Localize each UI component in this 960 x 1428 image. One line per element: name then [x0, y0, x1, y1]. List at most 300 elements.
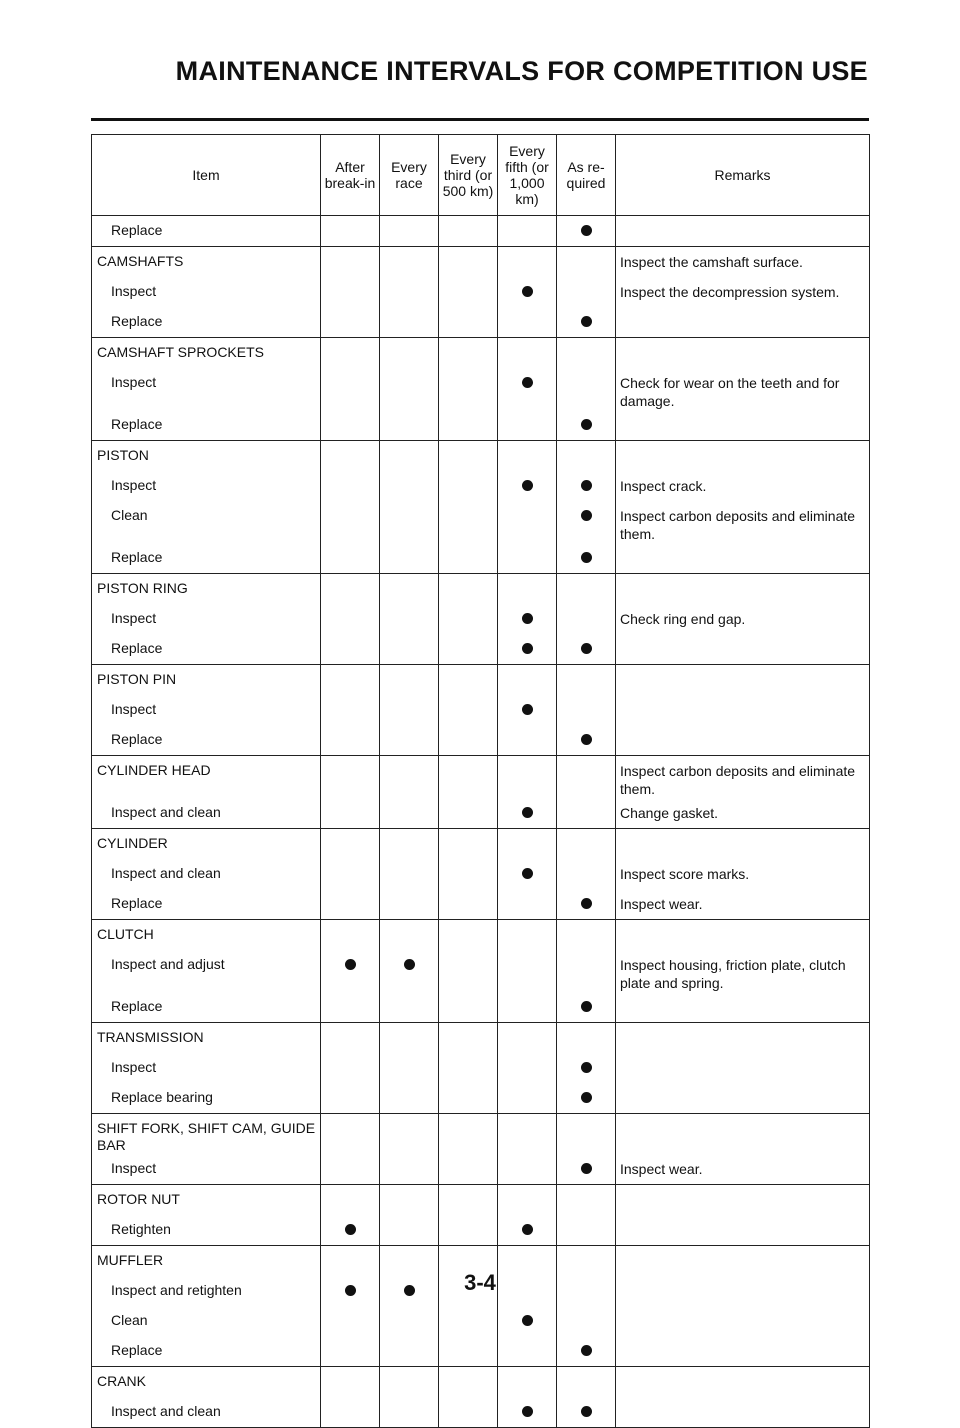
remark-cell: Inspect carbon deposits and eliminate them.	[616, 501, 870, 543]
task-label: Inspect and retighten	[111, 1282, 242, 1298]
interval-cell	[498, 1083, 557, 1114]
table-row	[92, 665, 870, 696]
interval-cell	[380, 471, 439, 501]
interval-cell	[439, 950, 498, 992]
interval-cell	[380, 604, 439, 634]
interval-cell	[380, 829, 439, 860]
interval-cell	[439, 634, 498, 665]
interval-cell	[321, 501, 380, 543]
interval-cell	[321, 634, 380, 665]
interval-cell	[557, 829, 616, 860]
task-cell	[92, 277, 321, 307]
interval-dot-icon	[581, 898, 592, 909]
interval-cell	[321, 950, 380, 992]
interval-cell	[439, 992, 498, 1023]
interval-cell	[557, 695, 616, 725]
interval-cell	[557, 604, 616, 634]
interval-cell	[321, 920, 380, 951]
interval-cell	[498, 992, 557, 1023]
interval-cell	[380, 920, 439, 951]
interval-cell	[498, 501, 557, 543]
table-body	[92, 216, 870, 1428]
col-after-break-in: After break-in	[321, 135, 380, 216]
interval-cell	[439, 756, 498, 799]
interval-cell	[557, 338, 616, 369]
interval-cell	[380, 992, 439, 1023]
remark-cell: Change gasket.	[616, 798, 870, 829]
interval-cell	[321, 604, 380, 634]
interval-cell	[557, 1397, 616, 1428]
interval-cell	[557, 889, 616, 920]
interval-cell	[321, 307, 380, 338]
interval-cell	[557, 216, 616, 247]
interval-cell	[380, 889, 439, 920]
interval-dot-icon	[581, 419, 592, 430]
interval-cell	[439, 1083, 498, 1114]
interval-cell	[380, 1367, 439, 1398]
table-row	[92, 1154, 870, 1185]
interval-cell	[380, 501, 439, 543]
interval-dot-icon	[522, 1224, 533, 1235]
interval-cell	[380, 798, 439, 829]
task-label: Replace	[111, 1342, 163, 1358]
interval-cell	[498, 665, 557, 696]
remark-cell	[616, 1306, 870, 1336]
interval-cell	[498, 247, 557, 278]
remark-cell: Check ring end gap.	[616, 604, 870, 634]
table-row	[92, 920, 870, 951]
remark-cell	[616, 574, 870, 605]
remark-cell	[616, 338, 870, 369]
page-title: MAINTENANCE INTERVALS FOR COMPETITION USE	[175, 56, 868, 86]
table-row	[92, 889, 870, 920]
interval-cell	[498, 441, 557, 472]
task-cell	[92, 410, 321, 441]
remark-cell: Inspect the camshaft surface.	[616, 247, 870, 278]
interval-cell	[439, 441, 498, 472]
interval-cell	[321, 756, 380, 799]
task-cell	[92, 992, 321, 1023]
remark-cell: Check for wear on the teeth and for damage.	[616, 368, 870, 410]
task-cell	[92, 798, 321, 829]
table-row	[92, 950, 870, 992]
table-row	[92, 471, 870, 501]
table-row	[92, 441, 870, 472]
interval-dot-icon	[581, 1092, 592, 1103]
interval-cell	[557, 441, 616, 472]
interval-dot-icon	[581, 1163, 592, 1174]
interval-cell	[557, 307, 616, 338]
remark-cell: Inspect score marks.	[616, 859, 870, 889]
interval-cell	[557, 725, 616, 756]
col-as-required: As re-quired	[557, 135, 616, 216]
interval-cell	[557, 471, 616, 501]
interval-cell	[321, 1215, 380, 1246]
interval-dot-icon	[581, 510, 592, 521]
interval-cell	[439, 859, 498, 889]
interval-cell	[439, 1154, 498, 1185]
interval-cell	[439, 829, 498, 860]
interval-cell	[498, 756, 557, 799]
table-row	[92, 277, 870, 307]
task-cell	[92, 889, 321, 920]
interval-cell	[439, 665, 498, 696]
interval-cell	[557, 859, 616, 889]
remark-cell	[616, 1023, 870, 1054]
interval-dot-icon	[522, 377, 533, 388]
interval-cell	[380, 1083, 439, 1114]
interval-cell	[439, 1215, 498, 1246]
task-label: Replace bearing	[111, 1089, 213, 1105]
interval-cell	[439, 410, 498, 441]
interval-cell	[498, 634, 557, 665]
interval-cell	[439, 798, 498, 829]
interval-cell	[557, 1367, 616, 1398]
task-cell	[92, 307, 321, 338]
interval-cell	[557, 247, 616, 278]
table-row	[92, 1215, 870, 1246]
interval-dot-icon	[581, 225, 592, 236]
interval-cell	[439, 725, 498, 756]
interval-cell	[498, 368, 557, 410]
col-every-fifth: Every fifth (or 1,000 km)	[498, 135, 557, 216]
interval-dot-icon	[522, 704, 533, 715]
interval-cell	[498, 338, 557, 369]
interval-cell	[557, 368, 616, 410]
interval-cell	[321, 441, 380, 472]
interval-cell	[439, 1185, 498, 1216]
interval-cell	[557, 501, 616, 543]
col-item: Item	[92, 135, 321, 216]
interval-cell	[321, 725, 380, 756]
interval-cell	[380, 216, 439, 247]
table-row	[92, 501, 870, 543]
interval-dot-icon	[522, 613, 533, 624]
table-row	[92, 216, 870, 247]
interval-cell	[557, 574, 616, 605]
remark-cell	[616, 992, 870, 1023]
interval-cell	[557, 634, 616, 665]
interval-cell	[439, 307, 498, 338]
interval-dot-icon	[404, 959, 415, 970]
interval-cell	[380, 756, 439, 799]
interval-cell	[439, 889, 498, 920]
interval-dot-icon	[581, 1406, 592, 1417]
task-label: Replace	[111, 731, 163, 747]
task-label: Replace	[111, 416, 163, 432]
remark-cell	[616, 1367, 870, 1398]
interval-cell	[557, 543, 616, 574]
interval-cell	[498, 859, 557, 889]
interval-cell	[439, 368, 498, 410]
interval-dot-icon	[522, 868, 533, 879]
task-label: Clean	[111, 1312, 148, 1328]
interval-cell	[380, 1215, 439, 1246]
remark-cell	[616, 634, 870, 665]
interval-cell	[439, 1306, 498, 1336]
task-cell	[92, 1154, 321, 1185]
interval-cell	[498, 1023, 557, 1054]
interval-cell	[498, 920, 557, 951]
interval-cell	[439, 247, 498, 278]
interval-cell	[380, 277, 439, 307]
interval-cell	[557, 1185, 616, 1216]
interval-cell	[557, 1023, 616, 1054]
table-row	[92, 410, 870, 441]
task-label: Inspect	[111, 1160, 157, 1176]
table-row	[92, 1053, 870, 1083]
interval-cell	[321, 1053, 380, 1083]
interval-cell	[380, 441, 439, 472]
table-row	[92, 725, 870, 756]
interval-cell	[498, 543, 557, 574]
interval-cell	[380, 634, 439, 665]
remark-cell	[616, 441, 870, 472]
interval-cell	[498, 725, 557, 756]
interval-cell	[321, 216, 380, 247]
col-every-third: Every third (or 500 km)	[439, 135, 498, 216]
interval-cell	[498, 216, 557, 247]
interval-cell	[380, 725, 439, 756]
task-cell	[92, 216, 321, 247]
group-name: SHIFT FORK, SHIFT CAM, GUIDE BAR	[92, 1114, 321, 1155]
table-row	[92, 543, 870, 574]
group-name: CYLINDER HEAD	[92, 756, 321, 799]
interval-cell	[321, 798, 380, 829]
group-name: TRANSMISSION	[92, 1023, 321, 1054]
task-cell	[92, 1336, 321, 1367]
interval-dot-icon	[522, 1315, 533, 1326]
interval-cell	[439, 1053, 498, 1083]
interval-cell	[380, 1154, 439, 1185]
interval-cell	[439, 920, 498, 951]
task-cell	[92, 695, 321, 725]
interval-cell	[321, 1306, 380, 1336]
table-row	[92, 338, 870, 369]
task-label: Replace	[111, 549, 163, 565]
interval-dot-icon	[581, 643, 592, 654]
table-row	[92, 859, 870, 889]
interval-cell	[498, 1397, 557, 1428]
task-label: Replace	[111, 222, 163, 238]
interval-dot-icon	[522, 643, 533, 654]
remark-cell	[616, 307, 870, 338]
interval-cell	[498, 1053, 557, 1083]
table-row	[92, 307, 870, 338]
interval-cell	[439, 338, 498, 369]
interval-cell	[557, 1306, 616, 1336]
interval-cell	[557, 665, 616, 696]
interval-cell	[498, 950, 557, 992]
interval-cell	[439, 216, 498, 247]
interval-cell	[321, 338, 380, 369]
interval-cell	[380, 665, 439, 696]
interval-cell	[439, 1336, 498, 1367]
interval-cell	[557, 1083, 616, 1114]
table-header-row	[92, 135, 870, 216]
table-row	[92, 1336, 870, 1367]
interval-cell	[321, 1397, 380, 1428]
interval-cell	[321, 859, 380, 889]
interval-cell	[321, 665, 380, 696]
interval-dot-icon	[522, 286, 533, 297]
interval-cell	[498, 604, 557, 634]
interval-cell	[321, 889, 380, 920]
table-row	[92, 992, 870, 1023]
interval-cell	[439, 501, 498, 543]
interval-cell	[498, 471, 557, 501]
table-row	[92, 1114, 870, 1155]
remark-cell: Inspect wear.	[616, 1154, 870, 1185]
interval-dot-icon	[522, 1406, 533, 1417]
interval-cell	[439, 1367, 498, 1398]
remark-cell: Inspect crack.	[616, 471, 870, 501]
table-row	[92, 247, 870, 278]
remark-cell: Inspect housing, friction plate, clutch plate and spring.	[616, 950, 870, 992]
interval-cell	[321, 992, 380, 1023]
remark-cell	[616, 829, 870, 860]
interval-cell	[557, 1154, 616, 1185]
group-name: PISTON	[92, 441, 321, 472]
interval-cell	[498, 1306, 557, 1336]
table-row	[92, 756, 870, 799]
task-cell	[92, 604, 321, 634]
interval-dot-icon	[581, 552, 592, 563]
task-cell	[92, 1053, 321, 1083]
interval-cell	[380, 1185, 439, 1216]
interval-cell	[380, 859, 439, 889]
interval-cell	[439, 695, 498, 725]
page-number: 3-4	[464, 1270, 496, 1295]
interval-cell	[498, 1185, 557, 1216]
task-cell	[92, 725, 321, 756]
task-cell	[92, 1397, 321, 1428]
remark-cell	[616, 1053, 870, 1083]
group-name: CLUTCH	[92, 920, 321, 951]
interval-cell	[321, 1336, 380, 1367]
interval-cell	[498, 1114, 557, 1155]
interval-cell	[557, 1114, 616, 1155]
interval-cell	[439, 471, 498, 501]
interval-cell	[439, 1114, 498, 1155]
interval-cell	[321, 1083, 380, 1114]
interval-cell	[380, 410, 439, 441]
interval-cell	[439, 604, 498, 634]
table-row	[92, 604, 870, 634]
table-row	[92, 1397, 870, 1428]
task-label: Inspect and clean	[111, 1403, 221, 1419]
group-name: MUFFLER	[92, 1246, 321, 1277]
interval-cell	[439, 574, 498, 605]
interval-cell	[439, 1397, 498, 1428]
interval-cell	[439, 1023, 498, 1054]
interval-dot-icon	[581, 1062, 592, 1073]
table-row	[92, 574, 870, 605]
interval-cell	[439, 277, 498, 307]
interval-cell	[557, 992, 616, 1023]
group-name: CYLINDER	[92, 829, 321, 860]
task-cell	[92, 368, 321, 410]
remark-cell	[616, 1083, 870, 1114]
group-name: CRANK	[92, 1367, 321, 1398]
interval-cell	[380, 338, 439, 369]
interval-cell	[557, 950, 616, 992]
table-row	[92, 1367, 870, 1398]
interval-cell	[380, 1053, 439, 1083]
remark-cell	[616, 695, 870, 725]
interval-cell	[380, 543, 439, 574]
interval-cell	[498, 1154, 557, 1185]
interval-cell	[498, 410, 557, 441]
interval-cell	[321, 368, 380, 410]
task-label: Clean	[111, 507, 148, 523]
group-name: PISTON PIN	[92, 665, 321, 696]
task-cell	[92, 471, 321, 501]
task-cell	[92, 501, 321, 543]
remark-cell	[616, 1215, 870, 1246]
table-row	[92, 368, 870, 410]
interval-cell	[321, 410, 380, 441]
interval-cell	[557, 920, 616, 951]
task-label: Inspect	[111, 701, 157, 717]
remark-cell	[616, 410, 870, 441]
interval-cell	[321, 695, 380, 725]
interval-cell	[321, 574, 380, 605]
interval-dot-icon	[522, 480, 533, 491]
interval-dot-icon	[581, 1345, 592, 1356]
interval-cell	[321, 1367, 380, 1398]
table-row	[92, 1083, 870, 1114]
interval-cell	[321, 829, 380, 860]
interval-cell	[498, 307, 557, 338]
remark-cell: Inspect the decompression system.	[616, 277, 870, 307]
table-row	[92, 1306, 870, 1336]
interval-cell	[498, 1336, 557, 1367]
task-label: Replace	[111, 895, 163, 911]
interval-cell	[380, 695, 439, 725]
col-remarks: Remarks	[616, 135, 870, 216]
interval-cell	[498, 277, 557, 307]
group-name: PISTON RING	[92, 574, 321, 605]
interval-dot-icon	[581, 1001, 592, 1012]
interval-cell	[321, 1114, 380, 1155]
interval-cell	[498, 695, 557, 725]
task-cell	[92, 634, 321, 665]
interval-cell	[498, 1367, 557, 1398]
interval-dot-icon	[522, 807, 533, 818]
interval-cell	[498, 1215, 557, 1246]
remark-cell: Inspect wear.	[616, 889, 870, 920]
interval-dot-icon	[581, 316, 592, 327]
task-cell	[92, 859, 321, 889]
task-label: Inspect and clean	[111, 865, 221, 881]
remark-cell	[616, 1114, 870, 1155]
task-label: Inspect	[111, 1059, 157, 1075]
interval-dot-icon	[345, 1224, 356, 1235]
interval-cell	[380, 1336, 439, 1367]
interval-cell	[321, 247, 380, 278]
task-label: Inspect	[111, 374, 157, 390]
table-row	[92, 695, 870, 725]
interval-cell	[380, 307, 439, 338]
interval-cell	[498, 829, 557, 860]
group-name: CAMSHAFTS	[92, 247, 321, 278]
group-name: CAMSHAFT SPROCKETS	[92, 338, 321, 369]
task-label: Inspect	[111, 283, 157, 299]
task-cell	[92, 543, 321, 574]
interval-dot-icon	[581, 734, 592, 745]
interval-cell	[557, 756, 616, 799]
